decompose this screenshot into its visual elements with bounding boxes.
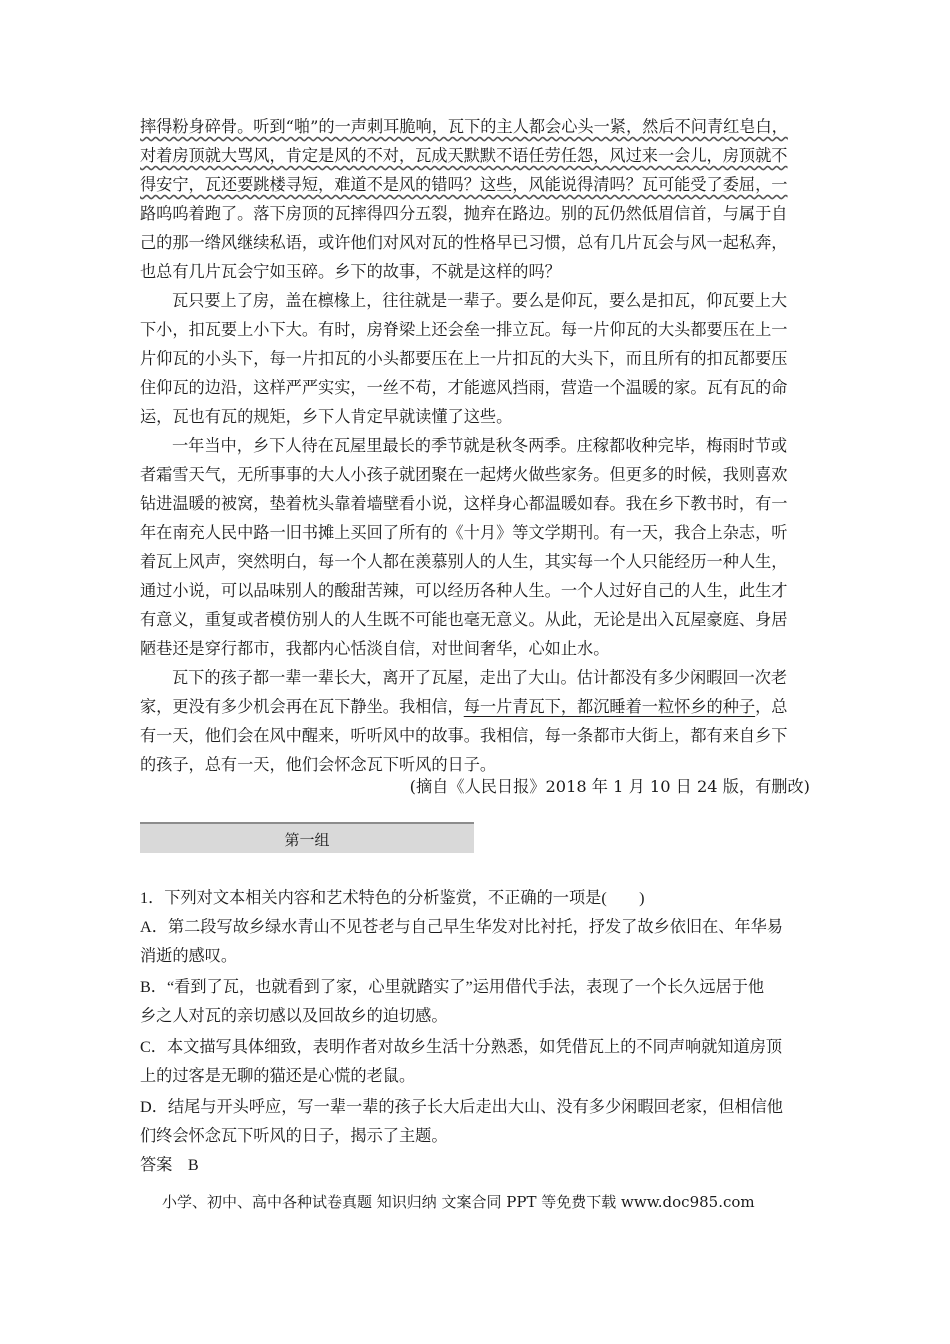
option-c: C．本文描写具体细致，表明作者对故乡生活十分熟悉，如凭借瓦上的不同声响就知道房顶	[140, 1038, 783, 1056]
option-d-cont: 们终会怀念瓦下听风的日子，揭示了主题。	[140, 1127, 448, 1145]
option-c-cont: 上的过客是无聊的猫还是心慌的老鼠。	[140, 1067, 416, 1085]
option-b-cont: 乡之人对瓦的亲切感以及回故乡的迫切感。	[140, 1007, 448, 1025]
passage-line: 片仰瓦的小头下，每一片扣瓦的小头都要压在上一片扣瓦的大头下，而且所有的扣瓦都要压	[140, 349, 788, 368]
passage-text: ，总	[755, 697, 788, 716]
answer-label: 答案	[140, 1155, 173, 1174]
passage-line: 瓦下的孩子都一辈一辈长大，离开了瓦屋，走出了大山。估计都没有多少闲暇回一次老	[172, 668, 788, 687]
passage-line: 对着房顶就大骂风，肯定是风的不对，瓦成天默默不语任劳任怨，风过来一会儿，房顶就不	[140, 146, 788, 165]
option-a: A．第二段写故乡绿水青山不见苍老与自己早生华发对比衬托，抒发了故乡依旧在、年华易	[140, 918, 783, 936]
footer-text: 小学、初中、高中各种试卷真题 知识归纳 文案合同 PPT 等免费下载 www.doc985.com	[162, 1193, 755, 1211]
passage-line: 有意义，重复或者模仿别人的人生既不可能也毫无意义。从此，无论是出入瓦屋豪庭、身居	[140, 610, 788, 629]
group-title: 第一组	[284, 831, 330, 849]
passage-text: 家，更没有多少机会再在瓦下静坐。我相信，	[140, 697, 464, 716]
question-stem: 1．下列对文本相关内容和艺术特色的分析鉴赏，不正确的一项是( )	[140, 889, 645, 907]
option-d: D．结尾与开头呼应，写一辈一辈的孩子长大后走出大山、没有多少闲暇回老家，但相信他	[140, 1098, 783, 1116]
passage-line: 住仰瓦的边沿，这样严严实实，一丝不苟，才能遮风挡雨，营造一个温暖的家。瓦有瓦的命	[140, 378, 788, 397]
passage-line: 有一天，他们会在风中醒来，听听风中的故事。我相信，每一条都市大街上，都有来自乡下	[140, 726, 788, 745]
passage-line: 的孩子，总有一天，他们会怀念瓦下听风的日子。	[140, 755, 497, 774]
passage-source: (摘自《人民日报》2018 年 1 月 10 日 24 版，有删改)	[409, 777, 810, 796]
passage-line: 下小，扣瓦要上小下大。有时，房脊梁上还会垒一排立瓦。每一片仰瓦的大头都要压在上一	[140, 320, 788, 339]
passage-line: 瓦只要上了房，盖在檩椽上，往往就是一辈子。要么是仰瓦，要么是扣瓦，仰瓦要上大	[172, 291, 788, 310]
answer-value: B	[187, 1156, 199, 1174]
passage-line: 钻进温暖的被窝，垫着枕头靠着墙壁看小说，这样身心都温暖如春。我在乡下教书时，有一	[140, 494, 788, 513]
passage-line: 得安宁，瓦还要跳楼寻短，难道不是风的错吗？这些，风能说得清吗？瓦可能受了委屈，一	[140, 175, 788, 194]
passage-line: 摔得粉身碎骨。听到“啪”的一声刺耳脆响，瓦下的主人都会心头一紧，然后不问青红皂白，	[140, 117, 788, 136]
passage-line	[140, 696, 812, 718]
passage-line: 也总有几片瓦会宁如玉碎。乡下的故事，不就是这样的吗？	[140, 262, 561, 281]
underlined-sentence: 每一片青瓦下，都沉睡着一粒怀乡的种子	[463, 697, 756, 716]
option-a-cont: 消逝的感叹。	[140, 947, 238, 965]
passage-line: 一年当中，乡下人待在瓦屋里最长的季节就是秋冬两季。庄稼都收种完毕，梅雨时节或	[172, 436, 788, 455]
answer-line	[140, 1154, 812, 1176]
passage-line: 者霜雪天气，无所事事的大人小孩子就团聚在一起烤火做些家务。但更多的时候，我则喜欢	[140, 465, 788, 484]
passage-line: 己的那一绺风继续私语，或许他们对风对瓦的性格早已习惯，总有几片瓦会与风一起私奔，	[140, 233, 788, 252]
passage-line: 着瓦上风声，突然明白，每一个人都在羡慕别人的人生，其实每一个人只能经历一种人生，	[140, 552, 788, 571]
passage-line: 运，瓦也有瓦的规矩，乡下人肯定早就读懂了这些。	[140, 407, 513, 426]
option-b: B．“看到了瓦，也就看到了家，心里就踏实了”运用借代手法，表现了一个长久远居于他	[140, 978, 765, 996]
passage-line: 通过小说，可以品味别人的酸甜苦辣，可以经历各种人生。一个人过好自己的人生，此生才	[140, 581, 788, 600]
group-header-bar	[140, 822, 474, 853]
passage-line: 路呜呜着跑了。落下房顶的瓦摔得四分五裂，抛弃在路边。别的瓦仍然低眉信首，与属于自	[140, 204, 788, 223]
passage-line: 年在南充人民中路一旧书摊上买回了所有的《十月》等文学期刊。有一天，我合上杂志，听	[140, 523, 788, 542]
passage-line: 陋巷还是穿行都市，我都内心恬淡自信，对世间奢华，心如止水。	[140, 639, 610, 658]
